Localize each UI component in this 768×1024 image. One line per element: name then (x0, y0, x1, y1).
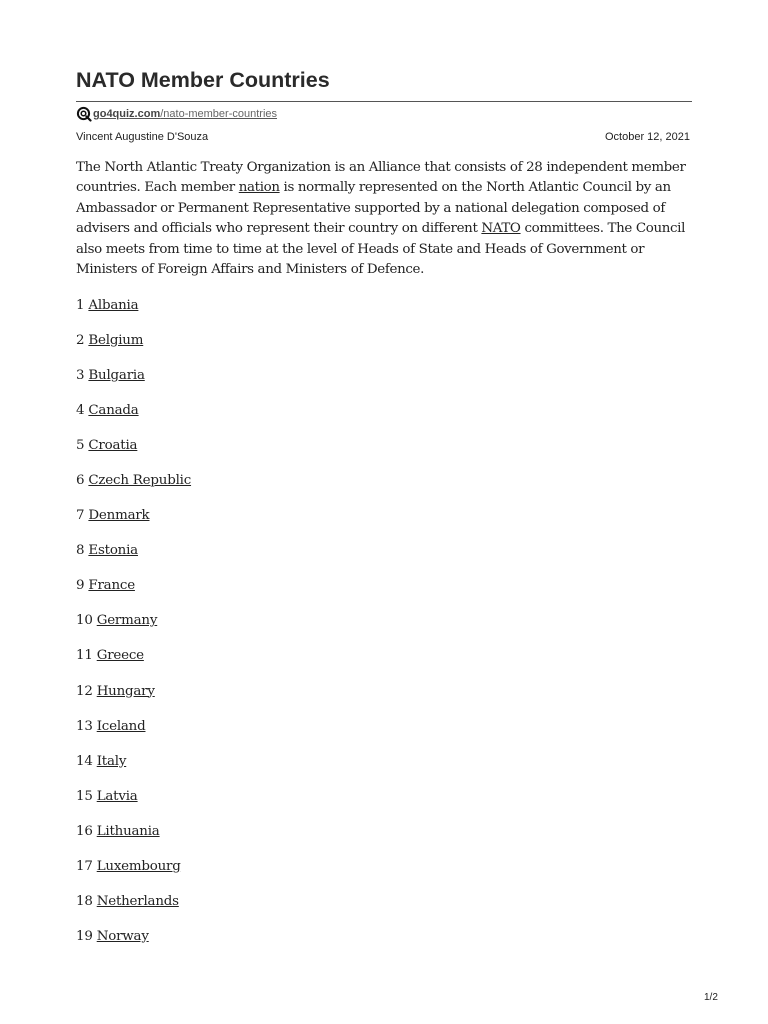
page-title: NATO Member Countries (76, 68, 330, 92)
country-number: 8 (76, 543, 85, 559)
list-item (76, 436, 191, 471)
source-path: /nato-member-countries (160, 108, 278, 120)
intro-paragraph (76, 158, 692, 280)
country-number: 15 (76, 788, 93, 804)
country-link[interactable]: Luxembourg (96, 858, 181, 874)
country-number: 13 (76, 718, 93, 734)
list-item (76, 331, 191, 366)
list-item (76, 401, 191, 436)
country-number: 4 (76, 403, 85, 419)
source-line (76, 106, 277, 122)
country-link[interactable]: France (88, 578, 135, 594)
country-number: 7 (76, 508, 85, 524)
country-number: 2 (76, 333, 85, 349)
country-number: 17 (76, 858, 93, 874)
country-link[interactable]: Italy (96, 753, 127, 769)
intro-text-3: committees. The Council also meets from time to time at the level of Heads of State and Heads of Government or Ministers of Foreign Affairs and Ministers of Defence. (76, 221, 686, 278)
country-link[interactable]: Belgium (88, 333, 144, 349)
source-domain: go4quiz.com (93, 108, 161, 120)
country-number: 11 (76, 648, 93, 664)
author-name: Vincent Augustine D'Souza (76, 131, 209, 143)
title-divider (76, 101, 692, 102)
list-item (76, 366, 191, 401)
list-item (76, 717, 191, 752)
country-link[interactable]: Latvia (96, 788, 138, 804)
country-number: 19 (76, 928, 93, 944)
country-link[interactable]: Germany (96, 613, 158, 629)
country-number: 12 (76, 683, 93, 699)
country-number: 16 (76, 823, 93, 839)
country-link[interactable]: Denmark (88, 508, 150, 524)
nation-link[interactable]: nation (238, 180, 280, 196)
list-item (76, 892, 191, 927)
intro-text-1: The North Atlantic Treaty Organization is an Alliance that consists of 28 independent member countries. Each member (76, 160, 686, 196)
country-link[interactable]: Greece (96, 648, 144, 664)
country-link[interactable]: Bulgaria (88, 368, 145, 384)
country-link[interactable]: Czech Republic (88, 473, 192, 489)
list-item (76, 857, 191, 892)
page-number: 1/2 (704, 992, 718, 1003)
list-item (76, 682, 191, 717)
country-number: 3 (76, 368, 85, 384)
country-link[interactable]: Albania (88, 298, 139, 313)
country-number: 1 (76, 298, 85, 313)
nato-link[interactable]: NATO (481, 221, 521, 237)
list-item (76, 611, 191, 646)
country-link[interactable]: Lithuania (96, 823, 160, 839)
country-number: 10 (76, 613, 93, 629)
country-number: 14 (76, 753, 93, 769)
list-item (76, 822, 191, 857)
list-item (76, 576, 191, 611)
list-item (76, 296, 191, 331)
country-link[interactable]: Canada (88, 403, 139, 419)
list-item (76, 787, 191, 822)
country-link[interactable]: Hungary (96, 683, 155, 699)
list-item (76, 541, 191, 576)
country-number: 9 (76, 578, 85, 594)
list-item (76, 506, 191, 541)
country-number: 18 (76, 893, 93, 909)
list-item (76, 646, 191, 681)
site-logo-icon (76, 106, 92, 122)
country-number: 6 (76, 473, 85, 489)
list-item (76, 927, 191, 962)
country-link[interactable]: Norway (96, 928, 149, 944)
source-link[interactable] (93, 106, 277, 122)
list-item (76, 471, 191, 506)
country-link[interactable]: Estonia (88, 543, 138, 559)
byline (76, 129, 690, 145)
intro-text-2: is normally represented on the North Atlantic Council by an Ambassador or Permanent Representative supported by a national delegation composed of advisers and officials who represent their country on different (76, 180, 671, 237)
publish-date: October 12, 2021 (604, 131, 690, 143)
country-link[interactable]: Netherlands (96, 893, 179, 909)
country-number: 5 (76, 438, 85, 454)
list-item (76, 752, 191, 787)
country-list (76, 296, 191, 962)
country-link[interactable]: Iceland (96, 718, 146, 734)
country-link[interactable]: Croatia (88, 438, 138, 454)
